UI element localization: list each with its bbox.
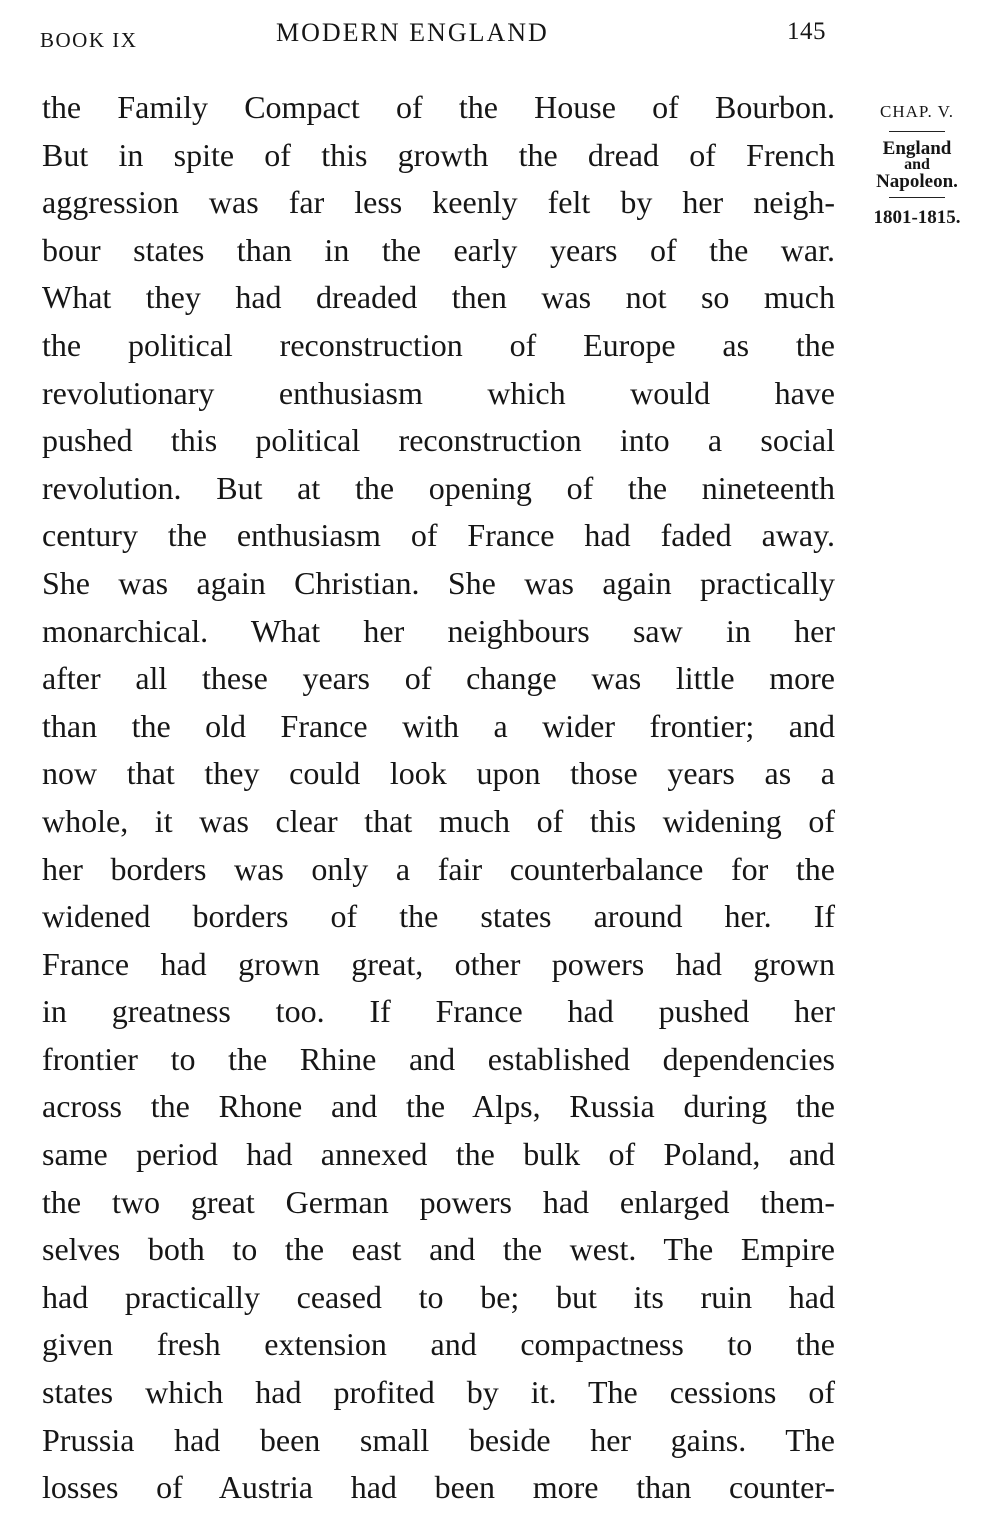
text-line: pushed this political reconstruction into a social — [42, 422, 835, 459]
text-line: after all these years of change was little more — [42, 660, 835, 697]
text-line: She was again Christian. She was again practically — [42, 564, 835, 601]
text-line: selves both to the east and the west. The Empire — [42, 1231, 835, 1268]
text-line: the Family Compact of the House of Bourbon. — [42, 89, 835, 125]
text-line: revolution. But at the opening of the nineteenth — [42, 469, 835, 506]
section-heading-line: England — [882, 138, 952, 159]
text-line: her borders was only a fair counterbalance for the — [42, 850, 835, 887]
text-line: But in spite of this growth the dread of French — [42, 136, 835, 173]
text-line: monarchical. What her neighbours saw in her — [42, 612, 835, 649]
text-line: widened borders of the states around her. If — [42, 898, 835, 935]
section-heading-line: and — [904, 156, 930, 173]
text-line: century the enthusiasm of France had faded away. — [42, 517, 835, 554]
text-line: What they had dreaded then was not so much — [42, 279, 835, 316]
text-line: in greatness too. If France had pushed her — [42, 993, 835, 1030]
text-line: had practically ceased to be; but its ruin had — [42, 1278, 835, 1315]
text-line: same period had annexed the bulk of Poland, and — [42, 1136, 835, 1173]
text-line: than the old France with a wider frontier; and — [42, 707, 835, 744]
divider — [889, 197, 945, 198]
text-line: now that they could look upon those years as a — [42, 755, 835, 792]
date-range: 1801-1815. — [873, 207, 961, 228]
text-line: states which had profited by it. The cessions of — [42, 1374, 835, 1411]
section-heading — [856, 138, 978, 192]
text-line: frontier to the Rhine and established dependencies — [42, 1040, 835, 1077]
page-number: 145 — [787, 18, 826, 45]
text-line: whole, it was clear that much of this widening of — [42, 802, 835, 839]
section-heading-line: Napoleon. — [876, 171, 958, 192]
text-line: across the Rhone and the Alps, Russia during the — [42, 1088, 835, 1125]
text-line: France had grown great, other powers had grown — [42, 945, 835, 982]
text-line: given fresh extension and compactness to the — [42, 1326, 835, 1363]
text-line: the political reconstruction of Europe as the — [42, 326, 835, 363]
text-line: Prussia had been small beside her gains. The — [42, 1421, 835, 1458]
marginal-note — [856, 98, 978, 232]
text-line: bour states than in the early years of the war. — [42, 231, 835, 268]
running-header-title: MODERN ENGLAND — [276, 18, 549, 47]
text-line: aggression was far less keenly felt by her neigh- — [42, 184, 835, 221]
chapter-label: CHAP. V. — [880, 102, 954, 121]
divider — [889, 131, 945, 132]
body-text — [42, 84, 835, 1512]
text-line: the two great German powers had enlarged them- — [42, 1183, 835, 1220]
text-line: losses of Austria had been more than counter- — [42, 1469, 835, 1506]
text-line: revolutionary enthusiasm which would have — [42, 374, 835, 411]
running-header-book: BOOK IX — [40, 28, 138, 52]
